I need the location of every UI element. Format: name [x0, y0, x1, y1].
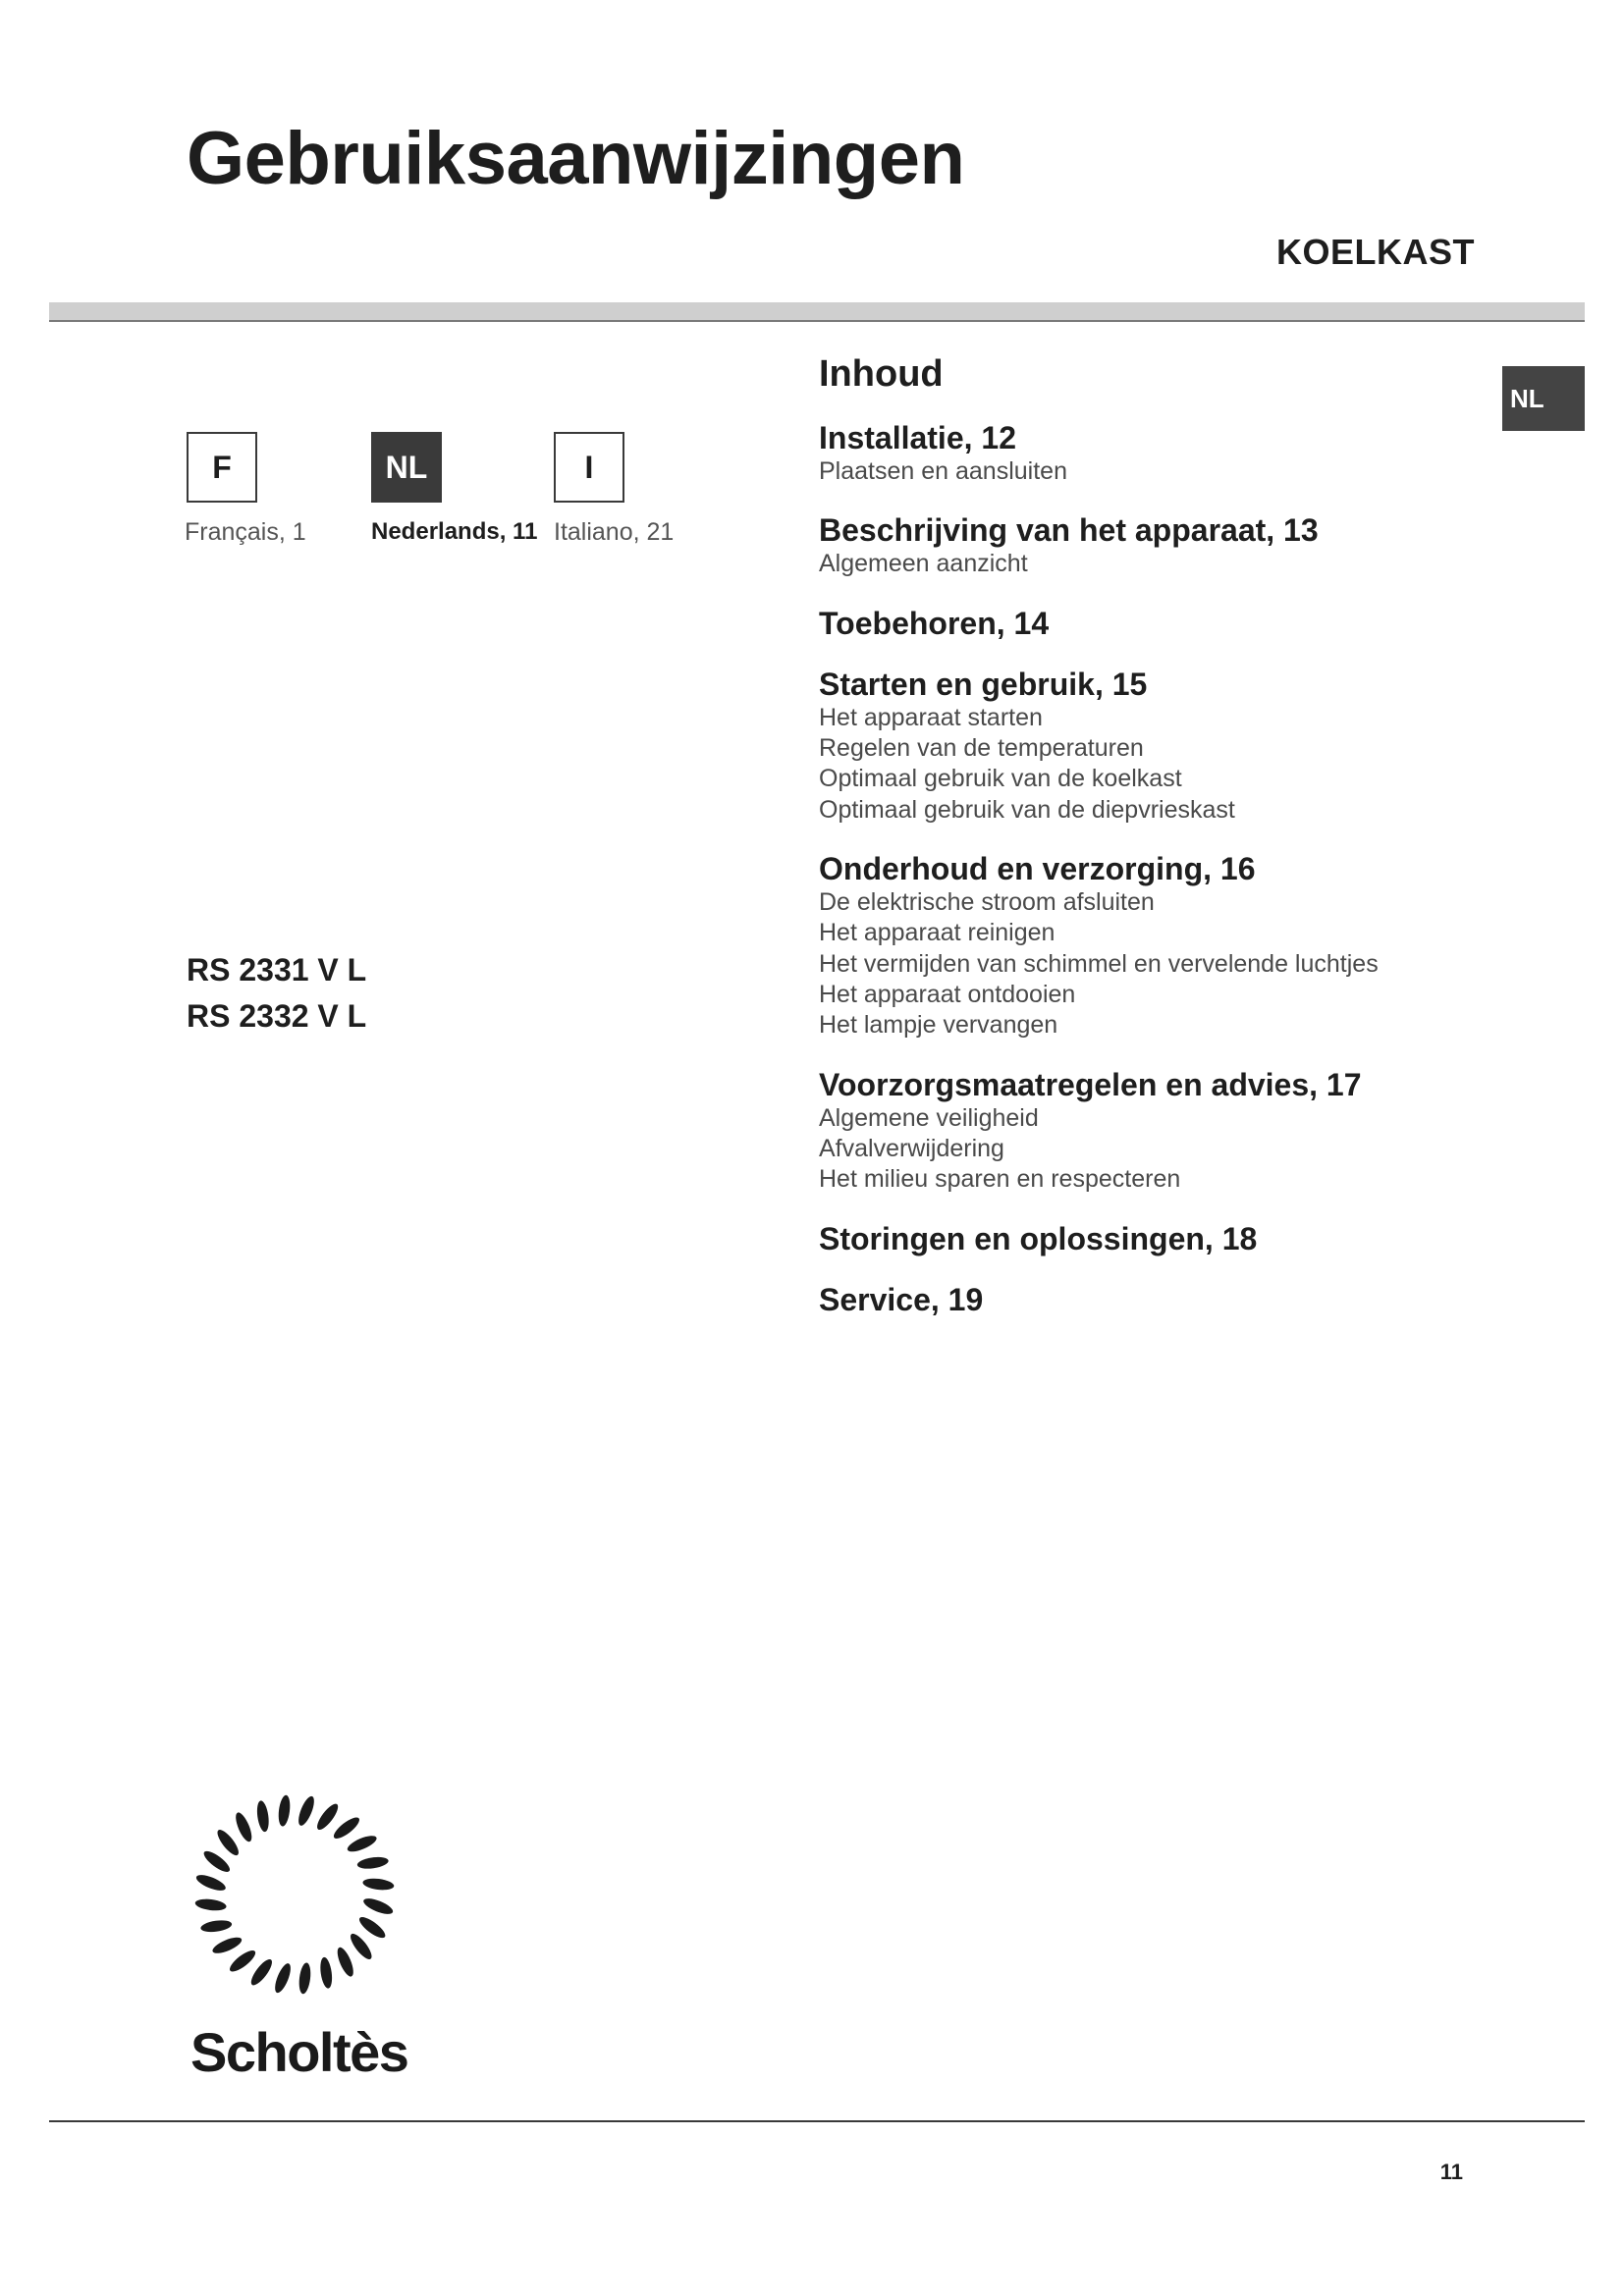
page-title: Gebruiksaanwijzingen: [187, 117, 965, 200]
sun-ray: [298, 1962, 312, 1995]
sun-ray: [194, 1872, 228, 1894]
sun-ray: [296, 1794, 317, 1828]
toc-section-title: Onderhoud en verzorging, 16: [819, 851, 1256, 886]
sun-ray: [247, 1956, 275, 1988]
product-type-label: KOELKAST: [1276, 232, 1475, 272]
language-label-dutch: Nederlands, 11: [371, 518, 538, 545]
toc-section-title: Toebehoren, 14: [819, 606, 1050, 641]
sun-ray: [200, 1919, 233, 1934]
toc-section-item: De elektrische stroom afsluiten: [819, 888, 1155, 916]
language-box-dutch: NL: [371, 432, 442, 503]
toc-section-item: Het milieu sparen en respecteren: [819, 1165, 1181, 1193]
sun-ray: [334, 1946, 356, 1979]
sun-ray: [277, 1794, 292, 1827]
toc-section-item: Afvalverwijdering: [819, 1135, 1004, 1162]
toc-section-item: Plaatsen en aansluiten: [819, 457, 1067, 485]
toc-section-item: Het apparaat starten: [819, 704, 1043, 731]
sun-ray: [362, 1877, 395, 1892]
toc-section-item: Het apparaat ontdooien: [819, 981, 1076, 1008]
toc-section-item: Algemeen aanzicht: [819, 550, 1028, 577]
sun-ray: [361, 1896, 395, 1917]
sun-ray: [214, 1827, 242, 1858]
header-divider-bar: [49, 302, 1585, 322]
sun-ray: [255, 1800, 270, 1833]
sun-ray: [348, 1931, 375, 1962]
language-box-french: F: [187, 432, 257, 503]
page-number: 11: [1439, 2160, 1463, 2184]
sun-burst-icon: [187, 1787, 403, 2002]
toc-section-item: Het apparaat reinigen: [819, 919, 1056, 946]
sun-ray: [233, 1810, 255, 1843]
toc-section-item: Het vermijden van schimmel en vervelende luchtjes: [819, 950, 1379, 978]
language-label-french: Français, 1: [185, 518, 306, 546]
sun-ray: [194, 1897, 227, 1912]
model-number: RS 2332 V L: [187, 998, 367, 1034]
toc-section-title: Beschrijving van het apparaat, 13: [819, 512, 1319, 548]
toc-section-item: Regelen van de temperaturen: [819, 734, 1144, 762]
sun-ray: [201, 1847, 233, 1875]
sun-ray: [314, 1801, 342, 1833]
language-side-tab: NL: [1502, 366, 1585, 431]
toc-section-item: Optimaal gebruik van de diepvrieskast: [819, 796, 1235, 824]
toc-section-title: Installatie, 12: [819, 420, 1016, 455]
sun-ray: [210, 1934, 244, 1956]
sun-ray: [356, 1855, 389, 1870]
toc-section-title: Voorzorgsmaatregelen en advies, 17: [819, 1067, 1362, 1102]
language-box-italian: I: [554, 432, 624, 503]
toc-section-title: Service, 19: [819, 1282, 984, 1317]
sun-ray: [331, 1814, 362, 1842]
footer-divider: [49, 2120, 1585, 2122]
sun-ray: [272, 1961, 294, 1995]
model-number: RS 2331 V L: [187, 952, 367, 988]
toc-section-item: Algemene veiligheid: [819, 1104, 1039, 1132]
toc-section-title: Storingen en oplossingen, 18: [819, 1221, 1258, 1256]
brand-name: Scholtès: [190, 2021, 408, 2083]
sun-ray: [346, 1833, 379, 1855]
toc-section-item: Het lampje vervangen: [819, 1011, 1058, 1039]
sun-ray: [227, 1948, 258, 1975]
sun-ray: [319, 1956, 334, 1989]
toc-section-title: Starten en gebruik, 15: [819, 667, 1148, 702]
language-label-italian: Italiano, 21: [554, 518, 675, 546]
toc-section-item: Optimaal gebruik van de koelkast: [819, 765, 1182, 792]
toc-heading: Inhoud: [819, 353, 944, 395]
sun-ray: [356, 1914, 388, 1942]
